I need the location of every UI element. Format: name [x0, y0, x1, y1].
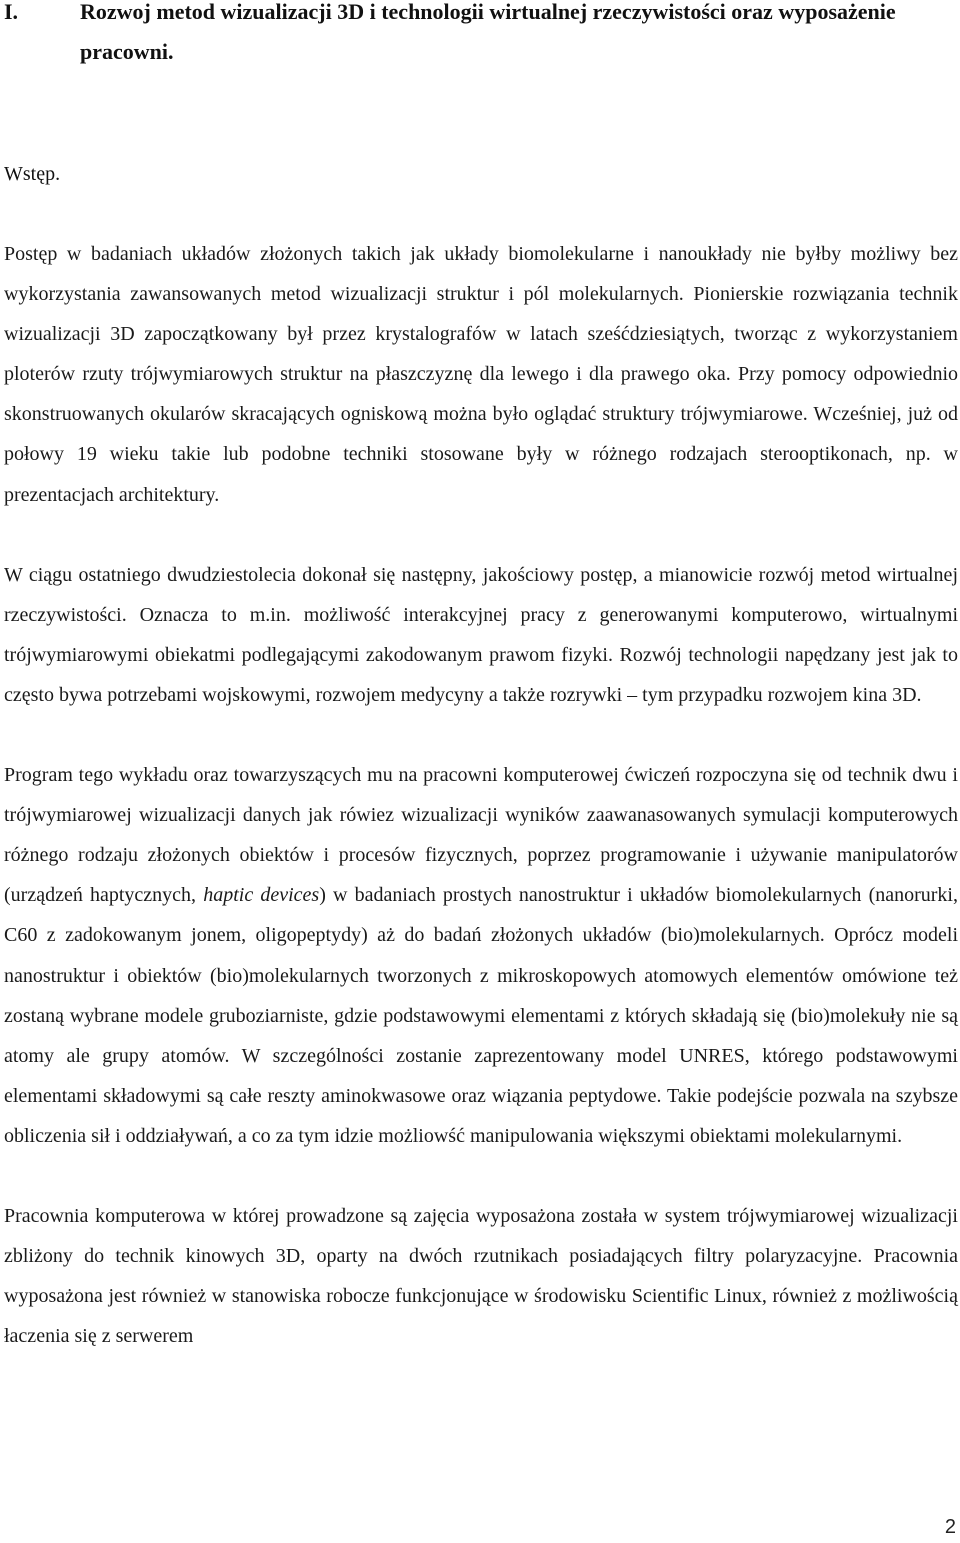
document-page — [4, 0, 958, 1356]
paragraph-program-text-1: Program tego wykładu oraz towarzyszących mu na pracowni komputerowej ćwiczeń rozpoczyna się od technik dwu i trójwymiarowej wizualizacji danych jak rówiez wizualizacji wyników zaawanasowanych symulacji komputerowych różnego rodzaju złożonych obiektów i procesów fizycznych, poprzez programowanie i używanie manipulatorów (urządzeń haptycznych, — [4, 764, 958, 907]
paragraph-program — [4, 755, 958, 1156]
paragraph-program-text-2: ) w badaniach prostych nanostruktur i układów biomolekularnych (nanorurki, C60 z zadokowanym jonem, oligopeptydy) aż do badań złożonych układów (bio)molekularnych. Oprócz modeli nanostruktur i obiektów (bio)molekularnych tworzonych z mikroskopowych atomowych elementów omówione też zostaną wybrane modele gruboziarniste, gdzie podstawowymi elementami z których składają się (bio)molekuły nie są atomy ale grupy atomów. W szczególności zostanie zaprezentowany model UNRES, którego podstawowymi elementami składowymi są całe reszty aminokwasowe oraz wiązania peptydowe. Takie podejście pozwala na szybsze obliczenia sił i oddziaływań, a co za tym idzie możliowść manipulowania większymi obiektami molekularnymi. — [4, 884, 958, 1147]
paragraph-history: Postęp w badaniach układów złożonych takich jak układy biomolekularne i nanoukłady nie byłby możliwy bez wykorzystania zawansowanych metod wizualizacji struktur i pól molekularnych. Pionierskie rozwiązania technik wizualizacji 3D zapoczątkowany był przez krystalografów w latach sześćdziesiątych, tworząc z wykorzystaniem ploterów rzuty trójwymiarowych struktur na płaszczyznę dla lewego i dla prawego oka. Przy pomocy odpowiednio skonstruowanych okularów skracających ogniskową można było oglądać struktury trójwymiarowe. Wcześniej, już od połowy 19 wieku takie lub podobne techniki stosowane były w różnego rodzajach sterooptikonach, np. w prezentacjach architektury. — [4, 243, 958, 506]
intro-label: Wstęp. — [4, 163, 61, 185]
paragraph-lab: Pracownia komputerowa w której prowadzone są zajęcia wyposażona została w system trójwymiarowej wizualizacji zbliżony do technik kinowych 3D, oparty na dwóch rzutnikach posiadających filtry polaryzacyjne. Pracownia wyposażona jest również w stanowiska robocze funkcjonujące w środowisku Scientific Linux, również z możliwością łaczenia się z serwerem — [4, 1204, 958, 1348]
paragraph-virtual-reality: W ciągu ostatniego dwudziestolecia dokonał się następny, jakościowy postęp, a mianowicie rozwój metod wirtualnej rzeczywistości. Oznacza to m.in. możliwość interakcyjnej pracy z generowanymi komputerowo, wirtualnymi trójwymiarowymi obiekatmi podlegającymi zakodowanym prawom fizyki. Rozwój technologii napędzany jest jak to często bywa potrzebami wojskowymi, rozwojem medycyny a także rozrywki – tym przypadku rozwojem kina 3D. — [4, 563, 958, 706]
section-number: I. — [4, 0, 19, 24]
paragraph-program-italic: haptic devices — [203, 884, 320, 907]
section-title: Rozwoj metod wizualizacji 3D i technologii wirtualnej rzeczywistości oraz wyposażenie pracowni. — [80, 0, 896, 64]
section-heading — [4, 0, 958, 72]
page-number: 2 — [944, 1516, 956, 1538]
